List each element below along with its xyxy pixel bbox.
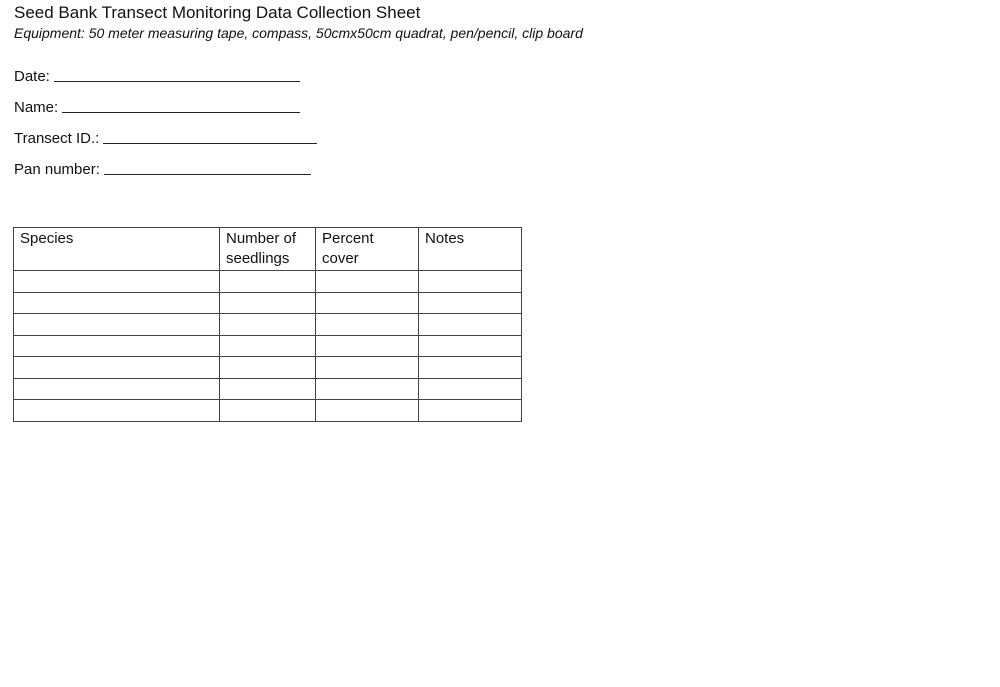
table-row [14, 271, 522, 293]
notes-column-header: Notes [419, 228, 522, 271]
notes-cell[interactable] [419, 292, 522, 314]
species-column-header: Species [14, 228, 220, 271]
percent-cover-cell[interactable] [316, 335, 419, 357]
species-cell[interactable] [14, 314, 220, 336]
species-cell[interactable] [14, 357, 220, 379]
percent-cover-cell[interactable] [316, 314, 419, 336]
notes-cell[interactable] [419, 314, 522, 336]
transect-id-blank-line[interactable] [103, 143, 317, 144]
seedlings-cell[interactable] [220, 271, 316, 293]
species-cell[interactable] [14, 400, 220, 422]
seedlings-cell[interactable] [220, 314, 316, 336]
notes-cell[interactable] [419, 271, 522, 293]
date-label: Date: [14, 68, 50, 85]
page-title: Seed Bank Transect Monitoring Data Collection Sheet [14, 3, 421, 22]
equipment-subtitle: Equipment: 50 meter measuring tape, compass, 50cmx50cm quadrat, pen/pencil, clip board [14, 25, 583, 41]
notes-cell[interactable] [419, 400, 522, 422]
number-of-seedlings-column-header: Number of seedlings [220, 228, 316, 271]
species-cell[interactable] [14, 335, 220, 357]
date-blank-line[interactable] [54, 81, 300, 82]
percent-cover-cell[interactable] [316, 378, 419, 400]
table-row [14, 400, 522, 422]
seedlings-cell[interactable] [220, 378, 316, 400]
notes-cell[interactable] [419, 335, 522, 357]
name-blank-line[interactable] [62, 112, 300, 113]
species-cell[interactable] [14, 292, 220, 314]
name-field-row [14, 95, 300, 117]
percent-cover-cell[interactable] [316, 400, 419, 422]
transect-id-label: Transect ID.: [14, 130, 100, 147]
date-field-row [14, 64, 300, 86]
species-cell[interactable] [14, 378, 220, 400]
table-row [14, 292, 522, 314]
notes-cell[interactable] [419, 378, 522, 400]
percent-cover-cell[interactable] [316, 292, 419, 314]
table-row [14, 314, 522, 336]
table-header-row [14, 228, 522, 271]
seedlings-cell[interactable] [220, 335, 316, 357]
pan-number-label: Pan number: [14, 161, 100, 178]
percent-cover-cell[interactable] [316, 271, 419, 293]
table-row [14, 378, 522, 400]
percent-cover-cell[interactable] [316, 357, 419, 379]
seedlings-cell[interactable] [220, 357, 316, 379]
seedlings-cell[interactable] [220, 400, 316, 422]
pan-number-blank-line[interactable] [104, 174, 311, 175]
table-row [14, 335, 522, 357]
transect-id-field-row [14, 126, 317, 148]
notes-cell[interactable] [419, 357, 522, 379]
species-cell[interactable] [14, 271, 220, 293]
seedlings-cell[interactable] [220, 292, 316, 314]
species-data-table [13, 227, 522, 422]
table-row [14, 357, 522, 379]
name-label: Name: [14, 99, 59, 116]
pan-number-field-row [14, 157, 311, 179]
percent-cover-column-header: Percent cover [316, 228, 419, 271]
